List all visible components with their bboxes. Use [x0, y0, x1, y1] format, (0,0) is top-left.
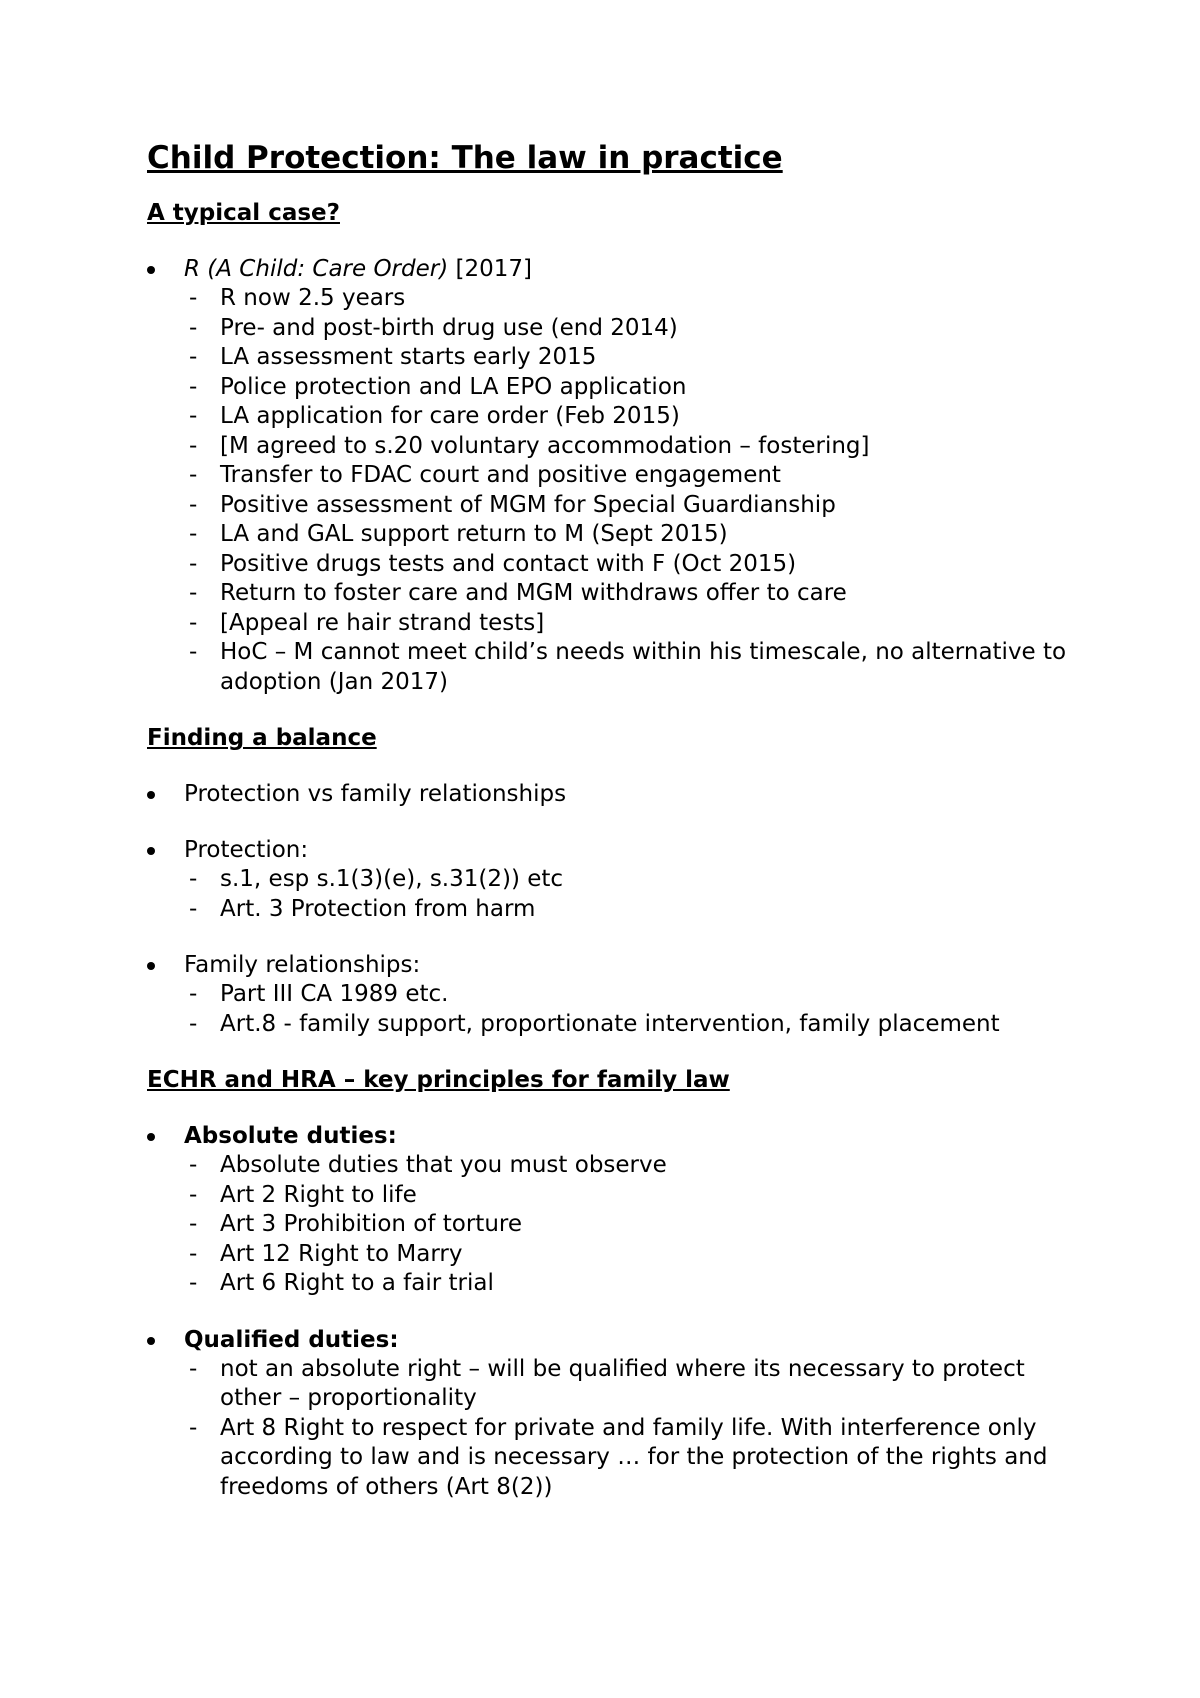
qualified-duties-list: [184, 1355, 1087, 1503]
list-item: - Police protection and LA EPO application: [189, 373, 687, 400]
list-item: - Part III CA 1989 etc.: [189, 981, 449, 1008]
list-item: - Art.8 - family support, proportionate intervention, family placement: [189, 1010, 1000, 1037]
bullet-protection: Protection: - s.1, esp s.1(3)(e), s.31(2)) etc - Art. 3 Protection from harm: [147, 835, 1087, 924]
list-item: - Positive assessment of MGM for Special Guardianship: [189, 491, 836, 518]
list-item: - Art 12 Right to Marry: [189, 1240, 463, 1267]
absolute-duties-list: [184, 1151, 1087, 1299]
bullet-dot-icon: [147, 266, 155, 274]
list-item: - HoC – M cannot meet child’s needs within his timescale, no alternative to adoption (Jan 2017): [189, 639, 1067, 695]
list-item: - LA application for care order (Feb 2015): [189, 403, 680, 430]
bullet-dot-icon: [147, 847, 155, 855]
list-item: - Return to foster care and MGM withdraws offer to care: [189, 580, 847, 607]
list-item: - R now 2.5 years: [189, 285, 406, 312]
list-item: - Absolute duties that you must observe: [189, 1152, 667, 1179]
list-item: - s.1, esp s.1(3)(e), s.31(2)) etc: [189, 866, 564, 893]
list-item: - [Appeal re hair strand tests]: [189, 609, 545, 636]
list-item: - [M agreed to s.20 voluntary accommodation – fostering]: [189, 432, 870, 459]
list-item: - LA assessment starts early 2015: [189, 344, 597, 371]
list-item: - Pre- and post-birth drug use (end 2014): [189, 314, 678, 341]
list-item: - Art. 3 Protection from harm: [189, 895, 536, 922]
list-item: - Art 2 Right to life: [189, 1181, 417, 1208]
case-year: [2017]: [448, 256, 532, 283]
protection-list: [184, 865, 1087, 924]
bullet-dot-icon: [147, 1133, 155, 1141]
list-item: - Art 6 Right to a fair trial: [189, 1270, 494, 1297]
bullet-dot-icon: [147, 791, 155, 799]
bullet-protection-vs-family: Protection vs family relationships: [147, 779, 1087, 809]
bullet-qualified-duties: Qualified duties: - not an absolute right – will be qualified where its necessary to protect other – proportionality - Art 8 Right to respect for private and family life. With interference only according to law and is necessary … for the protection of the rights and freedoms of others (Art 8(2)): [147, 1325, 1087, 1503]
family-relationships-list: [184, 980, 1087, 1039]
bullet-dot-icon: [147, 962, 155, 970]
list-item: - Transfer to FDAC court and positive engagement: [189, 462, 781, 489]
list-item: - Art 3 Prohibition of torture: [189, 1211, 522, 1238]
heading-finding-balance: Finding a balance: [147, 725, 377, 752]
list-item: - LA and GAL support return to M (Sept 2015): [189, 521, 728, 548]
list-item: - Positive drugs tests and contact with F (Oct 2015): [189, 550, 797, 577]
bullet-dot-icon: [147, 1337, 155, 1345]
document-title: Child Protection: The law in practice: [147, 140, 783, 176]
case-facts-list: [184, 284, 1087, 697]
bullet-family-relationships: Family relationships: - Part III CA 1989 etc. - Art.8 - family support, proportionate intervention, family placement: [147, 950, 1087, 1039]
list-item: - not an absolute right – will be qualified where its necessary to protect other – proportionality: [189, 1355, 1025, 1412]
heading-echr-hra: ECHR and HRA – key principles for family law: [147, 1067, 730, 1094]
case-name: R (A Child: Care Order): [184, 256, 449, 283]
bullet-absolute-duties: Absolute duties: - Absolute duties that you must observe - Art 2 Right to life - Art 3 Prohibition of torture - Art 12 Right to Marry - Art 6 Right to a fair trial: [147, 1121, 1087, 1299]
heading-typical-case: A typical case?: [147, 200, 340, 227]
document-page: [147, 138, 1087, 1528]
bullet-case: [147, 254, 1087, 697]
list-item: - Art 8 Right to respect for private and family life. With interference only according to law and is necessary … for the protection of the rights and freedoms of others (Art 8(2)): [189, 1414, 1048, 1500]
